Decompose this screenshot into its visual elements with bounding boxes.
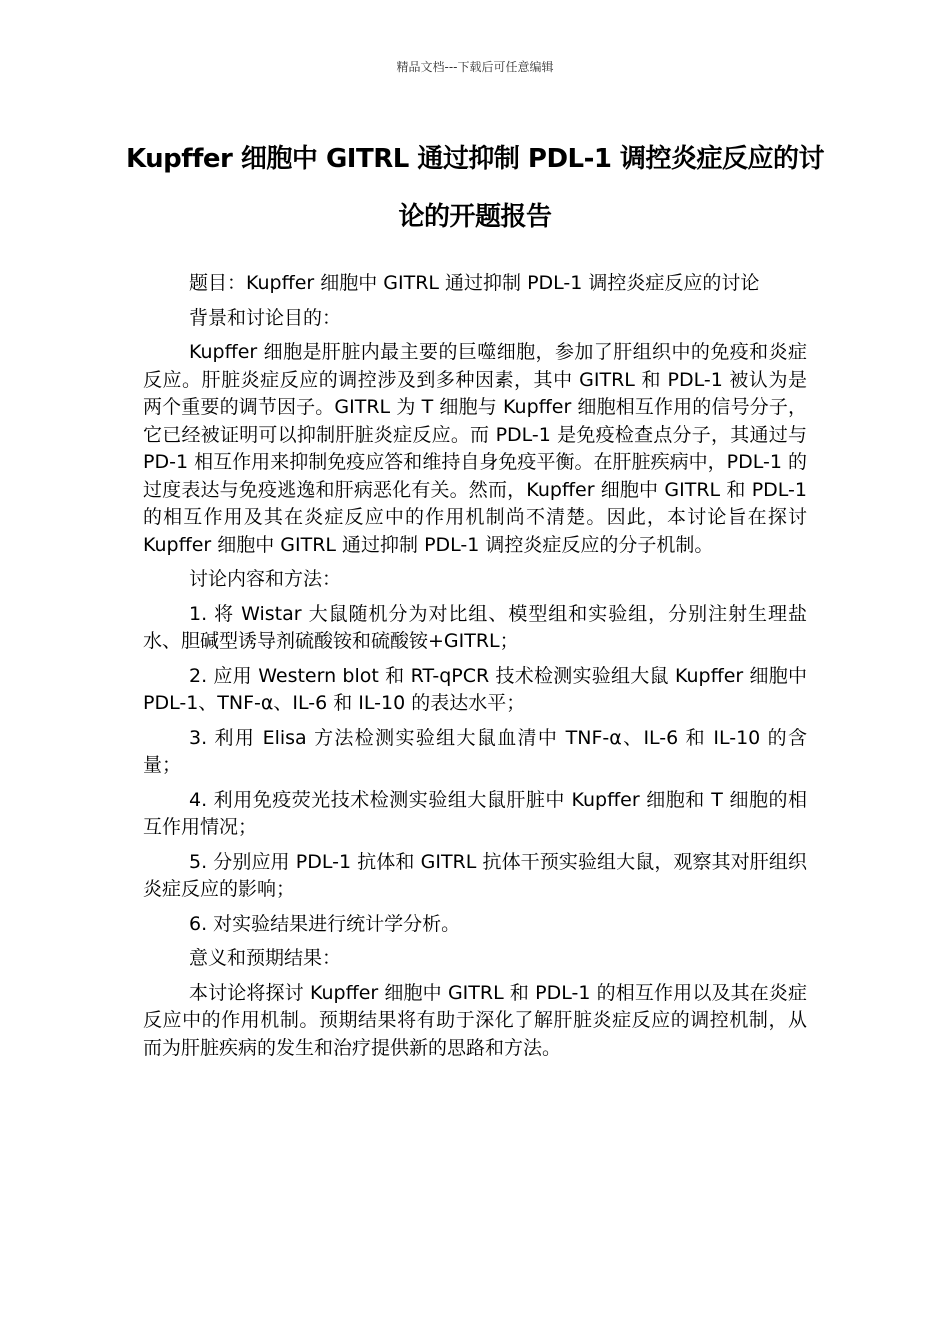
paragraph-topic: 题目：Kupffer 细胞中 GITRL 通过抑制 PDL-1 调控炎症反应的讨论 <box>189 272 760 294</box>
method-item-3: 3. 利用 Elisa 方法检测实验组大鼠血清中 TNF-α、IL-6 和 IL-10 的含量； <box>143 726 807 776</box>
paragraph-background: Kupffer 细胞是肝脏内最主要的巨噬细胞，参加了肝组织中的免疫和炎症反应。肝脏炎症反应的调控涉及到多种因素，其中 GITRL 和 PDL-1 被认为是两个重要的调节因子。GITRL 为 T 细胞与 Kupffer 细胞相互作用的信号分子，它已经被证明可以抑制肝脏炎症反应。而 PDL-1 是免疫检查点分子，其通过与 PD-1 相互作用来抑制免疫应答和维持自身免疫平衡。在肝脏疾病中，PDL-1 的过度表达与免疫逃逸和肝病恶化有关。然而，Kupffer 细胞中 GITRL 和 PDL-1 的相互作用及其在炎症反应中的作用机制尚不清楚。因此，本讨论旨在探讨 Kupffer 细胞中 GITRL 通过抑制 PDL-1 调控炎症反应的分子机制。 <box>143 341 807 556</box>
method-item-2: 2. 应用 Western blot 和 RT-qPCR 技术检测实验组大鼠 Kupffer 细胞中 PDL-1、TNF-α、IL-6 和 IL-10 的表达水平； <box>143 664 807 714</box>
method-item-5: 5. 分别应用 PDL-1 抗体和 GITRL 抗体干预实验组大鼠，观察其对肝组织炎症反应的影响； <box>143 850 807 900</box>
heading-background: 背景和讨论目的： <box>189 306 342 329</box>
document-body <box>143 270 807 1069</box>
heading-significance: 意义和预期结果： <box>189 947 342 969</box>
page-header-note: 精品文档---下载后可任意编辑 <box>396 60 554 74</box>
method-item-4: 4. 利用免疫荧光技术检测实验组大鼠肝脏中 Kupffer 细胞和 T 细胞的相互作用情况； <box>143 788 807 838</box>
method-item-6: 6. 对实验结果进行统计学分析。 <box>189 912 461 935</box>
paragraph-significance: 本讨论将探讨 Kupffer 细胞中 GITRL 和 PDL-1 的相互作用以及其在炎症反应中的作用机制。预期结果将有助于深化了解肝脏炎症反应的调控机制，从而为肝脏疾病的发生和治疗提供新的思路和方法。 <box>143 981 807 1059</box>
heading-methods: 讨论内容和方法： <box>189 568 342 590</box>
document-title: Kupffer 细胞中 GITRL 通过抑制 PDL-1 调控炎症反应的讨论的开题报告 <box>125 144 825 232</box>
method-item-1: 1. 将 Wistar 大鼠随机分为对比组、模型组和实验组，分别注射生理盐水、胆碱型诱导剂硫酸铵和硫酸铵+GITRL； <box>143 602 807 652</box>
